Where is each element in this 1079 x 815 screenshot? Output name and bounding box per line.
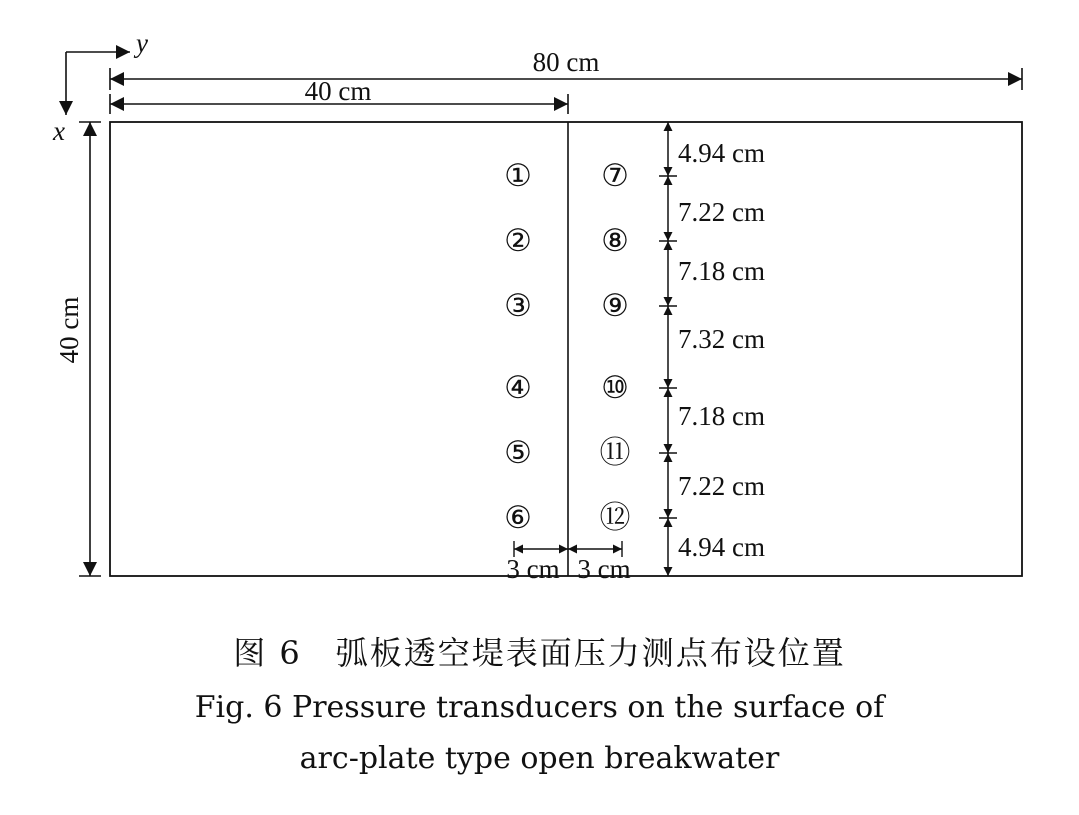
width-total-dimension bbox=[110, 47, 1022, 90]
height-label: 40 cm bbox=[54, 296, 84, 364]
sensor-1: ① bbox=[504, 158, 532, 193]
sensor-3: ③ bbox=[504, 288, 532, 323]
coordinate-axes bbox=[52, 28, 148, 146]
sensor-4: ④ bbox=[504, 370, 532, 405]
spacing-label-4: 7.32 cm bbox=[678, 324, 765, 354]
sensor-11: ⑪ bbox=[599, 435, 631, 470]
sensor-5: ⑤ bbox=[504, 435, 532, 470]
sensor-10: ⑩ bbox=[601, 370, 629, 405]
width-half-dimension bbox=[110, 76, 568, 114]
sensor-7: ⑦ bbox=[601, 158, 629, 193]
spacing-dimension-chain bbox=[659, 122, 765, 576]
spacing-label-5: 7.18 cm bbox=[678, 401, 765, 431]
spacing-label-3: 7.18 cm bbox=[678, 256, 765, 286]
sensors-right-column bbox=[600, 158, 631, 535]
caption-english-line2: arc-plate type open breakwater bbox=[299, 741, 780, 776]
spacing-label-6: 7.22 cm bbox=[678, 471, 765, 501]
spacing-label-1: 4.94 cm bbox=[678, 138, 765, 168]
width-total-label: 80 cm bbox=[532, 47, 600, 77]
breakwater-surface bbox=[110, 122, 1022, 576]
sensor-2: ② bbox=[504, 223, 532, 258]
offset-right-label: 3 cm bbox=[577, 554, 631, 584]
caption-english-line1: Fig. 6 Pressure transducers on the surface of bbox=[194, 690, 885, 725]
sensor-12: ⑫ bbox=[599, 500, 631, 535]
spacing-label-7: 4.94 cm bbox=[678, 532, 765, 562]
height-dimension bbox=[54, 122, 101, 576]
sensor-6: ⑥ bbox=[504, 500, 532, 535]
offset-left-label: 3 cm bbox=[506, 554, 560, 584]
x-axis-label: x bbox=[53, 116, 65, 146]
caption-chinese: 图 6 弧板透空堤表面压力测点布设位置 bbox=[233, 634, 846, 672]
width-half-label: 40 cm bbox=[304, 76, 372, 106]
sensor-9: ⑨ bbox=[601, 288, 629, 323]
y-axis-label: y bbox=[136, 28, 148, 58]
sensors-left-column bbox=[504, 158, 532, 535]
spacing-label-2: 7.22 cm bbox=[678, 197, 765, 227]
sensor-8: ⑧ bbox=[601, 223, 629, 258]
